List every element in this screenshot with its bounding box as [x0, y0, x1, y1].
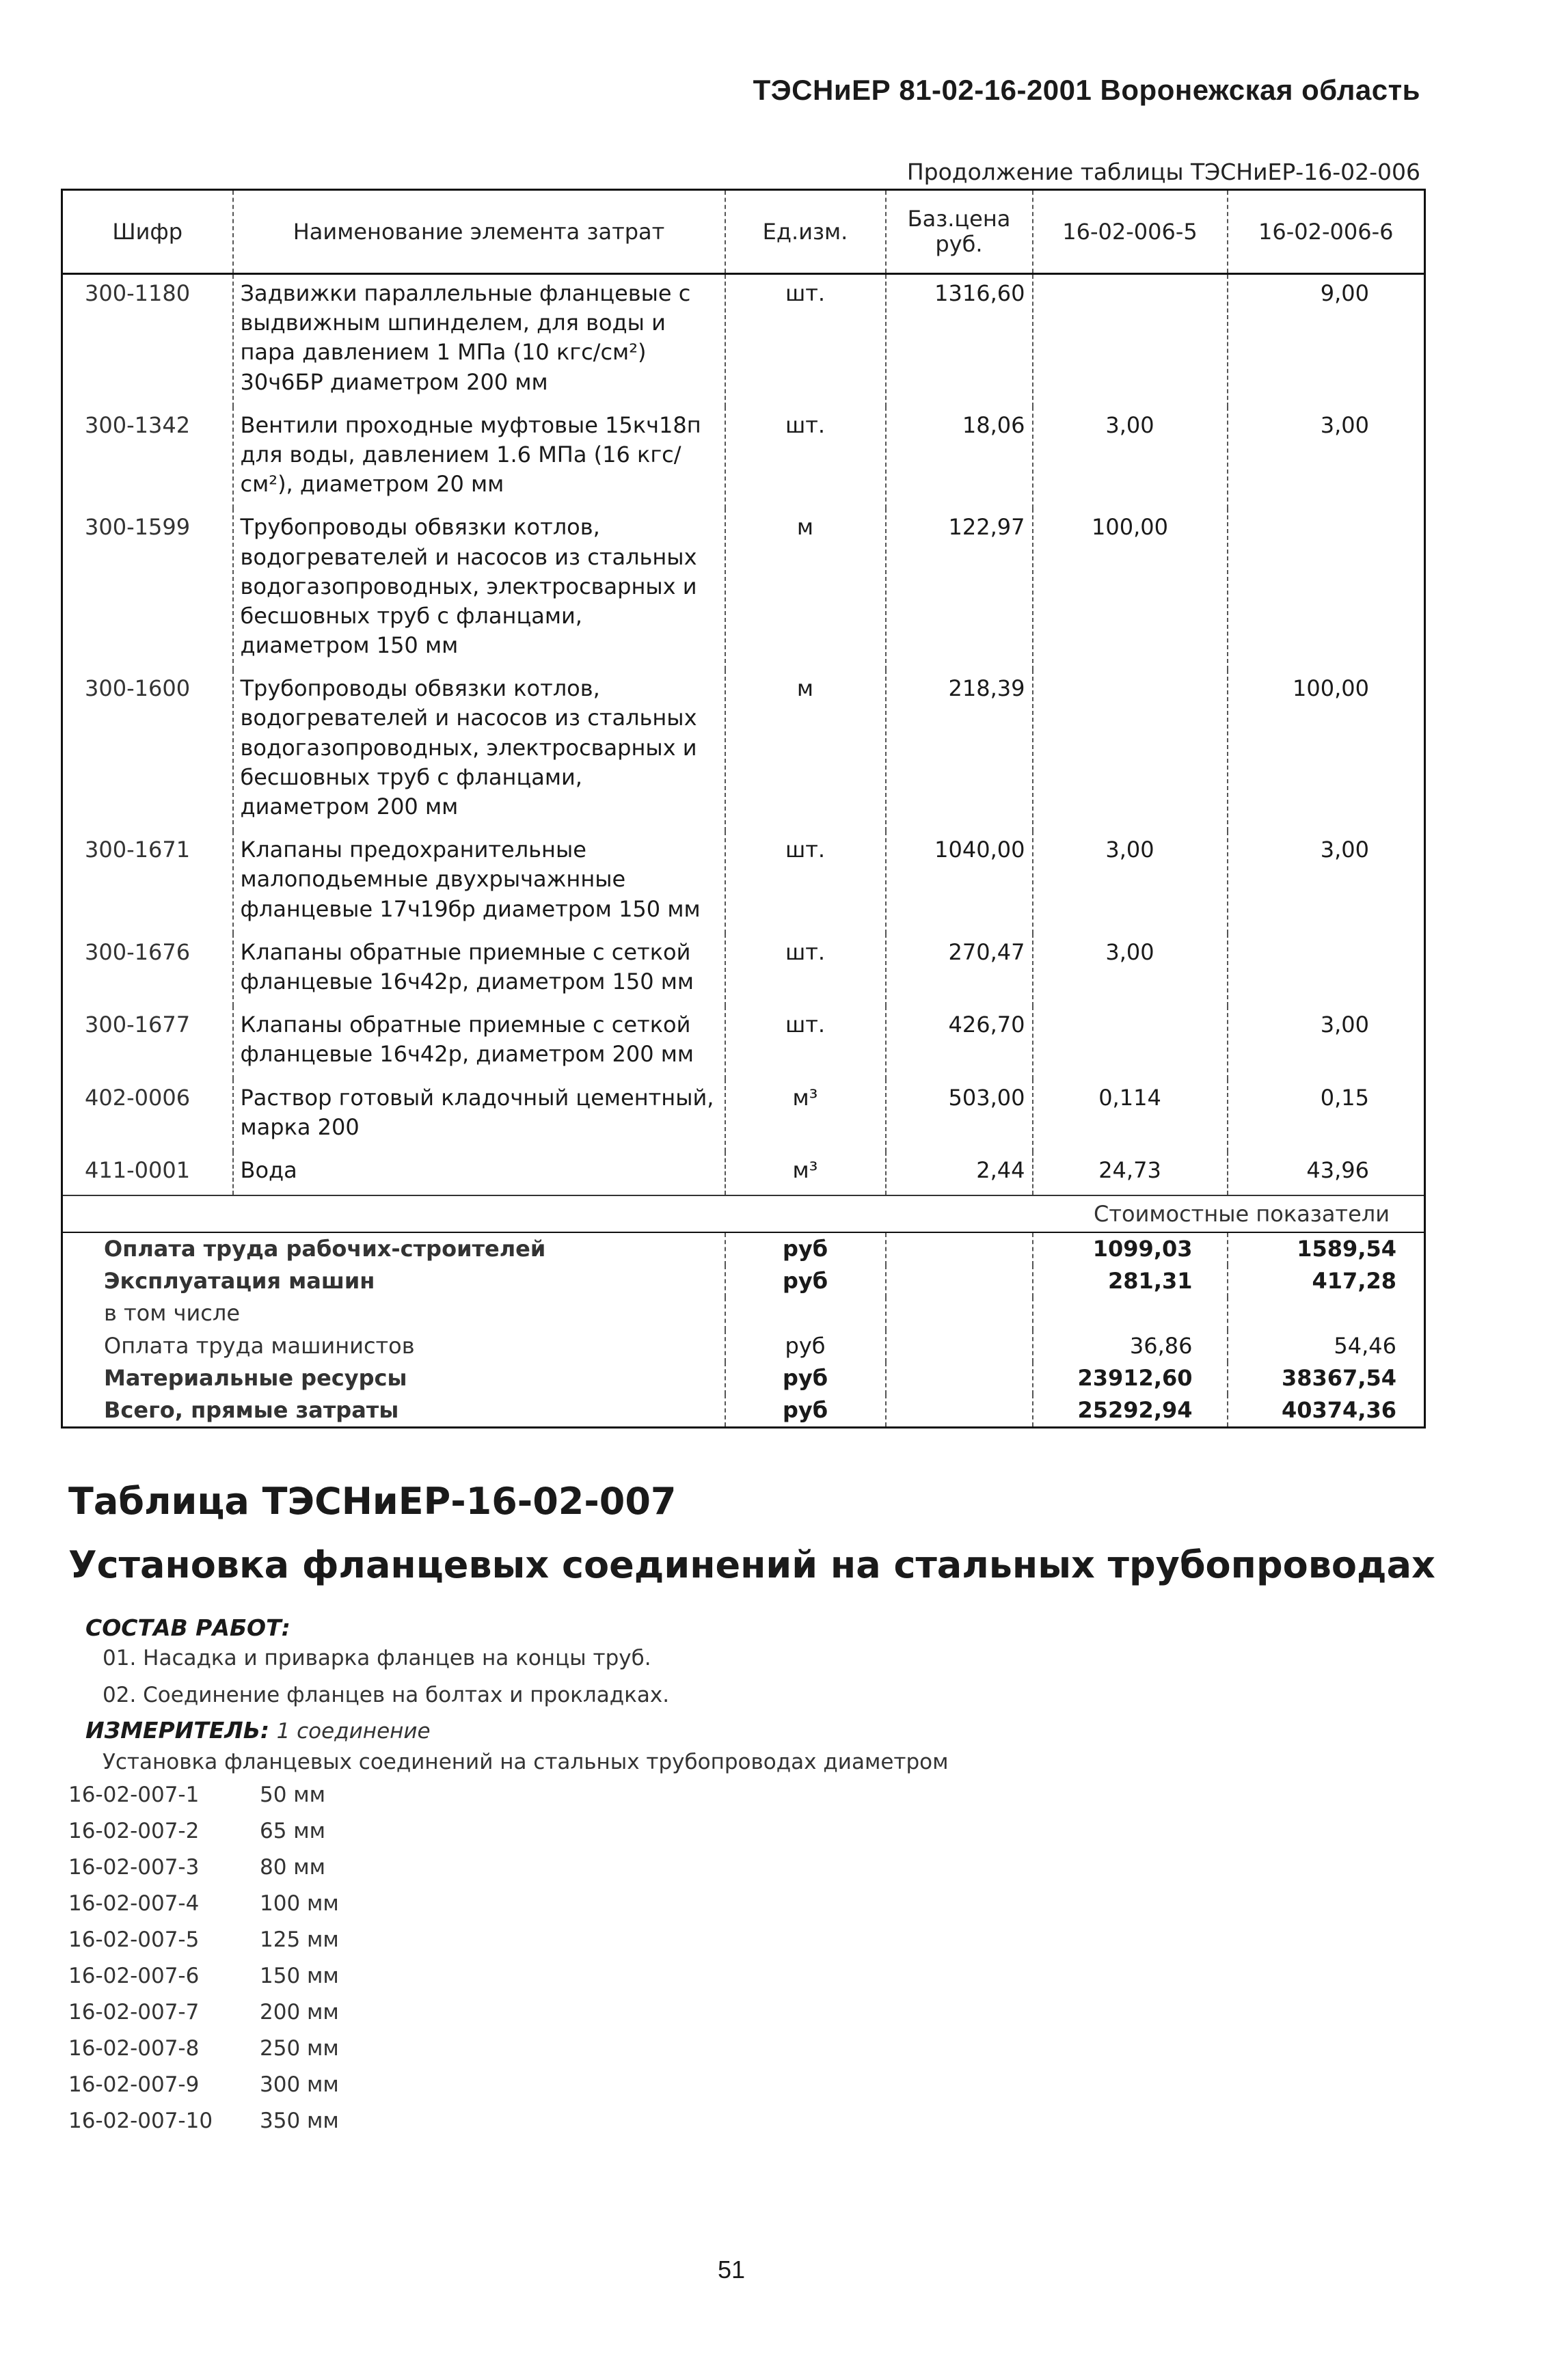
work-item: 01. Насадка и приварка фланцев на концы труб. — [103, 1646, 651, 1670]
code-number: 16-02-007-8 — [68, 2036, 200, 2061]
cell-code: 300-1677 — [85, 1012, 191, 1038]
code-number: 16-02-007-2 — [68, 1819, 200, 1843]
cell-name: Вентили проходные муфтовые 15кч18п для воды, давлением 1.6 МПа (16 кгс/см²), диаметром 20 мм — [233, 407, 725, 509]
cell-code: 300-1599 — [85, 514, 191, 541]
summary-16-02-006-5: 25292,94 — [1033, 1394, 1228, 1428]
code-diameter: 250 мм — [260, 2036, 339, 2061]
cell-unit: шт. — [725, 407, 886, 509]
cell-code: 300-1676 — [85, 938, 191, 965]
table2-subtitle: Установка фланцевых соединений на стальных трубопроводах — [68, 1543, 1435, 1586]
summary-label: Материальные ресурсы — [104, 1364, 407, 1391]
summary-unit: руб — [725, 1394, 886, 1428]
cell-price: 270,47 — [886, 934, 1033, 1006]
cell-16-02-006-5 — [1033, 670, 1228, 831]
code-row — [68, 2109, 478, 2145]
summary-row — [62, 1265, 1425, 1297]
code-row — [68, 1855, 478, 1891]
column-header-price: Баз.цена руб. — [886, 190, 1033, 274]
cell-16-02-006-6 — [1228, 509, 1425, 670]
summary-row — [62, 1330, 1425, 1362]
code-number: 16-02-007-10 — [68, 2109, 213, 2133]
cell-unit: шт. — [725, 934, 886, 1006]
cell-16-02-006-6: 0,15 — [1228, 1079, 1425, 1152]
cell-price: 503,00 — [886, 1079, 1033, 1152]
summary-row — [62, 1297, 1425, 1329]
summary-16-02-006-5: 281,31 — [1033, 1265, 1228, 1297]
install-description: Установка фланцевых соединений на стальных трубопроводах диаметром — [103, 1750, 949, 1774]
cell-name: Трубопроводы обвязки котлов, водогревателей и насосов из стальных водогазопроводных, электросварных и бесшовных труб с фланцами, диаметром 150 мм — [233, 509, 725, 670]
table2-title: Таблица ТЭСНиЕР-16-02-007 — [68, 1480, 677, 1523]
summary-row — [62, 1362, 1425, 1394]
summary-price-empty — [886, 1362, 1033, 1394]
cell-16-02-006-5 — [1033, 274, 1228, 407]
cell-16-02-006-6 — [1228, 934, 1425, 1006]
cost-indicators-label: Стоимостные показатели — [62, 1195, 1425, 1232]
cell-16-02-006-5: 24,73 — [1033, 1152, 1228, 1195]
summary-16-02-006-5: 36,86 — [1033, 1330, 1228, 1362]
code-diameter: 65 мм — [260, 1819, 326, 1843]
code-diameter: 50 мм — [260, 1783, 326, 1807]
code-diameter: 200 мм — [260, 2000, 339, 2025]
code-row — [68, 2036, 478, 2072]
table-row — [62, 1152, 1425, 1195]
measure-label: ИЗМЕРИТЕЛЬ: — [85, 1717, 270, 1744]
cell-unit: м³ — [725, 1152, 886, 1195]
cell-16-02-006-5: 100,00 — [1033, 509, 1228, 670]
summary-16-02-006-6 — [1228, 1297, 1425, 1329]
summary-16-02-006-6: 1589,54 — [1228, 1233, 1425, 1265]
cell-16-02-006-6: 3,00 — [1228, 407, 1425, 509]
summary-unit — [725, 1297, 886, 1329]
cell-name: Трубопроводы обвязки котлов, водогревателей и насосов из стальных водогазопроводных, электросварных и бесшовных труб с фланцами, диаметром 200 мм — [233, 670, 725, 831]
column-header-unit: Ед.изм. — [725, 190, 886, 274]
cell-code: 402-0006 — [85, 1084, 191, 1111]
measure-line — [85, 1717, 431, 1744]
cell-code: 300-1671 — [85, 837, 191, 863]
table-continuation-label: Продолжение таблицы ТЭСНиЕР-16-02-006 — [906, 159, 1420, 185]
code-number: 16-02-007-9 — [68, 2072, 200, 2097]
code-number: 16-02-007-3 — [68, 1855, 200, 1880]
cell-16-02-006-5: 3,00 — [1033, 934, 1228, 1006]
cell-16-02-006-5: 3,00 — [1033, 407, 1228, 509]
code-diameter: 125 мм — [260, 1927, 339, 1952]
cell-unit: шт. — [725, 274, 886, 407]
cell-price: 18,06 — [886, 407, 1033, 509]
cell-unit: м — [725, 670, 886, 831]
table-row — [62, 934, 1425, 1006]
code-diameter: 300 мм — [260, 2072, 339, 2097]
code-number: 16-02-007-5 — [68, 1927, 200, 1952]
summary-16-02-006-6: 54,46 — [1228, 1330, 1425, 1362]
table-row — [62, 1079, 1425, 1152]
summary-price-empty — [886, 1233, 1033, 1265]
summary-row — [62, 1394, 1425, 1428]
cell-code: 411-0001 — [85, 1156, 191, 1183]
cell-16-02-006-5: 0,114 — [1033, 1079, 1228, 1152]
summary-label: в том числе — [104, 1300, 240, 1327]
table-row — [62, 1006, 1425, 1079]
code-diameter: 350 мм — [260, 2109, 339, 2133]
cell-unit: шт. — [725, 831, 886, 934]
cell-code: 300-1342 — [85, 411, 191, 438]
cell-unit: м — [725, 509, 886, 670]
code-diameter: 150 мм — [260, 1964, 339, 1988]
code-number: 16-02-007-1 — [68, 1783, 200, 1807]
cell-16-02-006-6: 9,00 — [1228, 274, 1425, 407]
cell-price: 1316,60 — [886, 274, 1033, 407]
cell-16-02-006-5 — [1033, 1006, 1228, 1079]
cell-price: 2,44 — [886, 1152, 1033, 1195]
cell-code: 300-1600 — [85, 675, 191, 702]
summary-price-empty — [886, 1265, 1033, 1297]
cell-16-02-006-6: 100,00 — [1228, 670, 1425, 831]
table-row — [62, 670, 1425, 831]
summary-unit: руб — [725, 1265, 886, 1297]
code-row — [68, 1964, 478, 2000]
code-row — [68, 1891, 478, 1927]
column-header-16-02-006-6: 16-02-006-6 — [1228, 190, 1425, 274]
cell-price: 1040,00 — [886, 831, 1033, 934]
summary-label: Оплата труда рабочих-строителей — [104, 1236, 546, 1262]
cell-price: 122,97 — [886, 509, 1033, 670]
works-label: СОСТАВ РАБОТ: — [85, 1614, 290, 1641]
cell-16-02-006-6: 3,00 — [1228, 831, 1425, 934]
costs-table — [61, 189, 1426, 1429]
code-row — [68, 2000, 478, 2036]
cell-name: Клапаны обратные приемные с сеткой фланцевые 16ч42р, диаметром 200 мм — [233, 1006, 725, 1079]
cell-16-02-006-5: 3,00 — [1033, 831, 1228, 934]
summary-16-02-006-5 — [1033, 1297, 1228, 1329]
cell-name: Клапаны обратные приемные с сеткой фланцевые 16ч42р, диаметром 150 мм — [233, 934, 725, 1006]
summary-row — [62, 1233, 1425, 1265]
cost-indicators-row — [62, 1195, 1425, 1232]
cell-price: 426,70 — [886, 1006, 1033, 1079]
code-diameter: 80 мм — [260, 1855, 326, 1880]
table-row — [62, 274, 1425, 407]
code-row — [68, 2072, 478, 2109]
summary-label: Оплата труда машинистов — [104, 1332, 415, 1359]
summary-unit: руб — [725, 1362, 886, 1394]
summary-16-02-006-5: 23912,60 — [1033, 1362, 1228, 1394]
cell-16-02-006-6: 43,96 — [1228, 1152, 1425, 1195]
work-item: 02. Соединение фланцев на болтах и прокладках. — [103, 1683, 670, 1707]
summary-16-02-006-6: 40374,36 — [1228, 1394, 1425, 1428]
code-row — [68, 1819, 478, 1855]
column-header-name: Наименование элемента затрат — [233, 190, 725, 274]
code-diameter: 100 мм — [260, 1891, 339, 1916]
document-header-title: ТЭСНиЕР 81-02-16-2001 Воронежская область — [753, 74, 1420, 106]
cell-name: Клапаны предохранительные малоподьемные двухрычажнные фланцевые 17ч19бр диаметром 150 мм — [233, 831, 725, 934]
summary-16-02-006-6: 38367,54 — [1228, 1362, 1425, 1394]
code-number: 16-02-007-7 — [68, 2000, 200, 2025]
table-row — [62, 509, 1425, 670]
summary-unit: руб — [725, 1330, 886, 1362]
column-header-code: Шифр — [62, 190, 233, 274]
codes-list — [68, 1783, 478, 2145]
cell-16-02-006-6: 3,00 — [1228, 1006, 1425, 1079]
summary-label: Всего, прямые затраты — [104, 1397, 399, 1423]
code-number: 16-02-007-4 — [68, 1891, 200, 1916]
table-row — [62, 831, 1425, 934]
summary-16-02-006-6: 417,28 — [1228, 1265, 1425, 1297]
summary-unit: руб — [725, 1233, 886, 1265]
summary-label: Эксплуатация машин — [104, 1268, 375, 1295]
costs-table-header — [62, 190, 1425, 274]
measure-value: 1 соединение — [276, 1719, 431, 1744]
cell-unit: м³ — [725, 1079, 886, 1152]
code-row — [68, 1783, 478, 1819]
summary-16-02-006-5: 1099,03 — [1033, 1233, 1228, 1265]
cell-price: 218,39 — [886, 670, 1033, 831]
summary-price-empty — [886, 1297, 1033, 1329]
cell-unit: шт. — [725, 1006, 886, 1079]
column-header-16-02-006-5: 16-02-006-5 — [1033, 190, 1228, 274]
code-row — [68, 1927, 478, 1964]
code-number: 16-02-007-6 — [68, 1964, 200, 1988]
cell-name: Раствор готовый кладочный цементный, марка 200 — [233, 1079, 725, 1152]
page-number: 51 — [718, 2256, 746, 2284]
cell-code: 300-1180 — [85, 280, 191, 306]
table-row — [62, 407, 1425, 509]
summary-price-empty — [886, 1330, 1033, 1362]
cell-name: Задвижки параллельные фланцевые с выдвижным шпинделем, для воды и пара давлением 1 МПа (10 кгс/см²) 30ч6БР диаметром 200 мм — [233, 274, 725, 407]
summary-price-empty — [886, 1394, 1033, 1428]
cell-name: Вода — [233, 1152, 725, 1195]
